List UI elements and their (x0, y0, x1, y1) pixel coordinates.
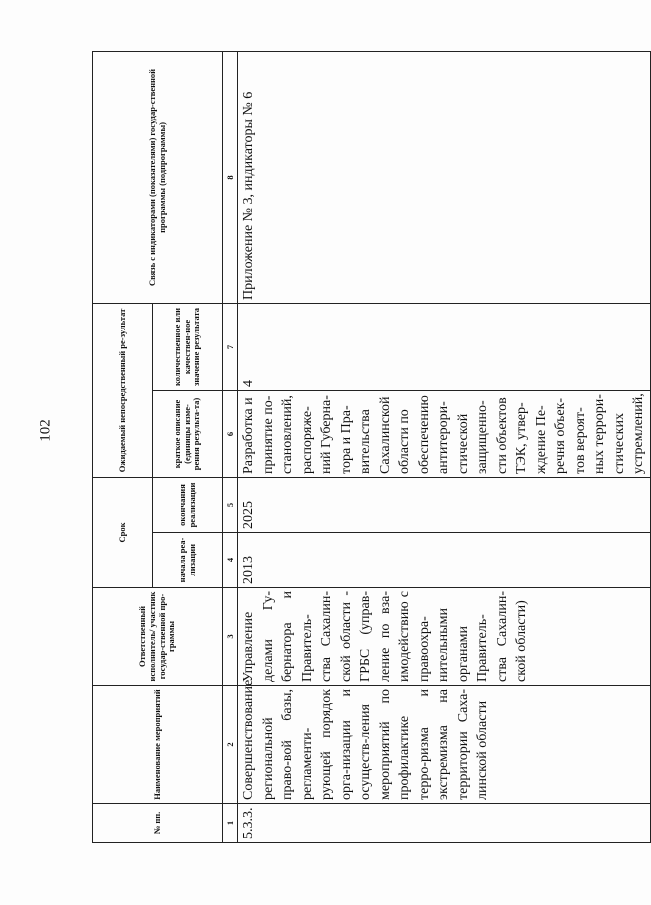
result-description: Разработка и принятие по- становлений, распоряже- ний Губерна- тора и Пра- вительства Сахалинской области по обеспечению антитерори- стической защищенно- сти объектов ТЭК, утвер- ждение Пе- речня объек- тов вероят- ных террори- стических устремлений, (238, 390, 651, 477)
indicator-link: Приложение № 3, индикаторы № 6 (238, 51, 651, 303)
table-row (238, 51, 651, 842)
header-period: Срок (93, 477, 153, 587)
header-row-1 (93, 51, 153, 842)
column-number: 2 (223, 686, 238, 804)
column-number-row (223, 51, 238, 842)
header-result-description: краткое описание (единицы изме-рения результа-та) (153, 390, 223, 477)
header-expected-result: Ожидаемый непосредственный ре-зультат (93, 303, 153, 477)
column-number: 7 (223, 303, 238, 390)
period-end: 2025 (238, 477, 651, 532)
header-responsible: Ответственный исполнитель/ участник государ-ственной про-граммы (93, 588, 223, 686)
column-number: 5 (223, 477, 238, 532)
column-number: 1 (223, 804, 238, 843)
period-start: 2013 (238, 533, 651, 588)
header-indicator-link: Связь с индикаторами (показателями) государ-ственной программы (подпрограммы) (93, 51, 223, 303)
column-number: 6 (223, 390, 238, 477)
header-result-value: количественное или качествен-ное значение результата (153, 303, 223, 390)
page-number: 102 (37, 419, 54, 442)
header-period-start: начала реа-лизации (153, 533, 223, 588)
result-value: 4 (238, 303, 651, 390)
activity-name: Совершенствование региональной право-вой базы, регламенти-рующей порядок орга-низации и осуществ-ления мероприятий по профилактике терро-ризма и экстремизма на территории Саха-линской области (238, 686, 651, 804)
header-number: № пп. (93, 804, 223, 843)
rotated-table-wrapper (92, 52, 646, 843)
header-period-end: окончания реализации (153, 477, 223, 532)
column-number: 3 (223, 588, 238, 686)
column-number: 8 (223, 51, 238, 303)
header-activity-name: Наименование мероприятий (93, 686, 223, 804)
program-activities-table (92, 51, 651, 843)
column-number: 4 (223, 533, 238, 588)
row-number: 5.3.3. (238, 804, 651, 843)
responsible-executor: Управление делами Гу-бернатора и Правитель-ства Сахалин-ской области - ГРБС (управ-ление по вза-имодействию с правоохра-нительными органами Правитель-ства Сахалин-ской области) (238, 588, 651, 686)
